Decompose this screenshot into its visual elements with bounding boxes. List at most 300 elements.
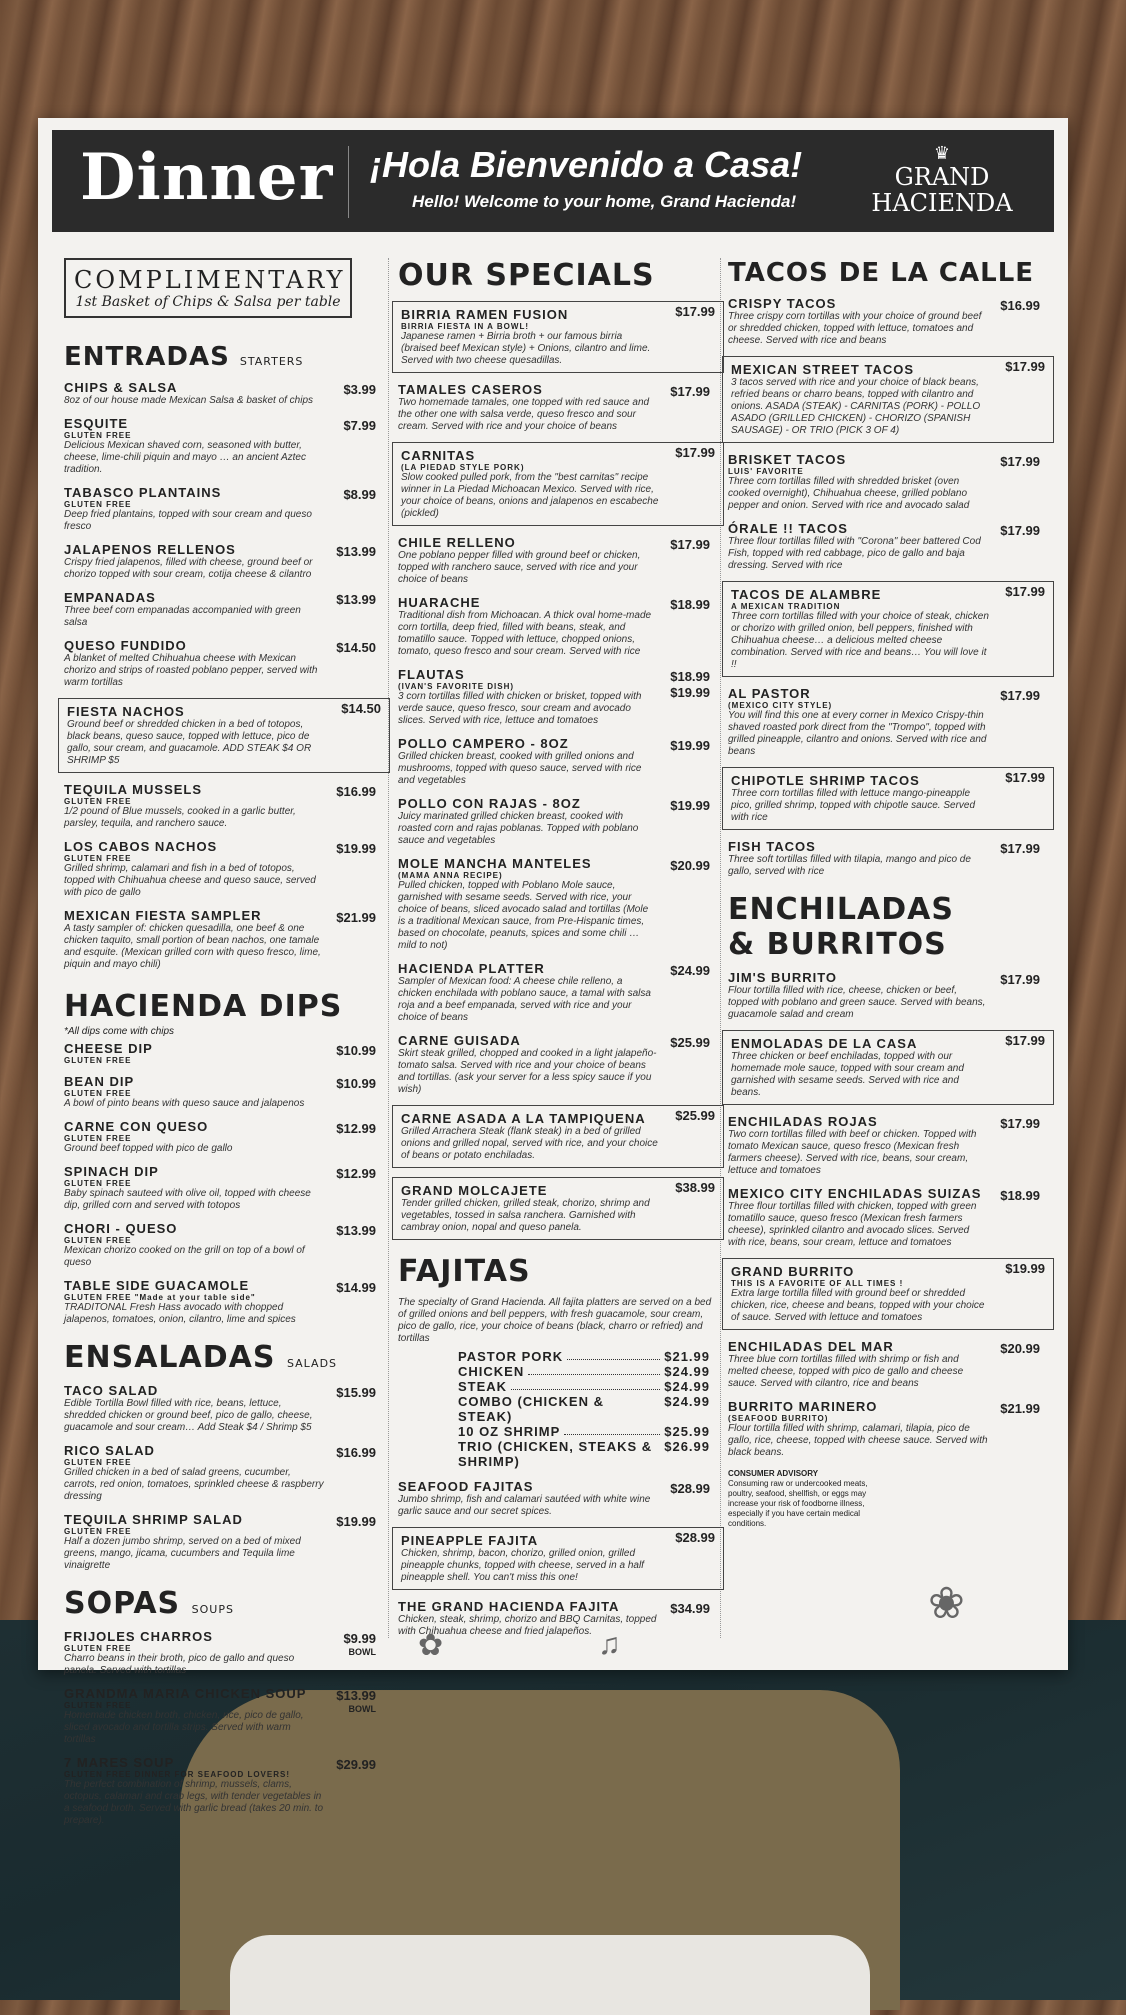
item-name: CARNE CON QUESO [64,1119,209,1134]
item-name: LOS CABOS NACHOS [64,839,218,854]
item-unit: BOWL [348,1704,376,1714]
menu-item [728,1186,1048,1249]
section-name: ENSALADAS [64,1340,276,1375]
menu-item [722,767,1054,830]
item-description: You will find this one at every corner in Mexico Crispy-thin shaved roasted pork direct from the "Trompo", topped with grilled pineapple, cilantro and onions. Served with rice and beans [728,710,987,757]
item-tag: GLUTEN FREE [64,1701,132,1710]
leader-dots [528,1364,660,1375]
item-description: Tender grilled chicken, grilled steak, chorizo, shrimp and vegetables, tossed in salsa ranchera. Garnished with cambray onion, nopal and queso panela. [401,1198,650,1233]
crown-icon: ♛ [933,143,951,164]
section-title-enchiladas: ENCHILADAS [728,892,954,927]
menu-item [722,1030,1054,1105]
item-price: $19.99 [336,1514,376,1529]
item-description: Traditional dish from Michoacan. A thick oval home-made corn tortilla, deep fried, filled with beans, steak, and tomatillo sauce. Topped with lettuce, chopped onions, tomato, queso fresco and sour cream. Served with rice [398,610,652,657]
menu-item [722,1258,1054,1330]
fajita-option [458,1349,718,1364]
item-name: CHEESE DIP [64,1041,153,1056]
item-description: Grilled shrimp, calamari and fish in a bed of totopos, topped with Chihuahua cheese and queso sauce, served with pico de gallo [64,863,316,898]
menu-item [64,1119,384,1155]
fajita-price: $24.99 [664,1379,710,1394]
menu-item [728,686,1048,758]
fajita-name: STEAK [458,1379,508,1394]
item-price: $19.99 [1005,1261,1045,1276]
item-price: $18.99 [1000,1188,1040,1203]
item-tag: GLUTEN FREE [64,1089,132,1098]
item-name: RICO SALAD [64,1443,155,1458]
menu-item [64,485,384,533]
item-name: MEXICAN STREET TACOS [731,362,914,377]
item-tag: (LA PIEDAD STYLE PORK) [401,463,525,472]
menu-item [64,380,384,407]
menu-item [398,1033,718,1096]
item-name: CHIPS & SALSA [64,380,178,395]
item-price: $13.99 [336,1688,376,1703]
fajita-option [458,1424,718,1439]
item-description: Chicken, steak, shrimp, chorizo and BBQ Carnitas, topped with Chihuahua cheese and fried jalapeños. [398,1614,657,1637]
menu-item [64,1512,384,1572]
leader-dots [564,1424,660,1435]
item-name: TAMALES CASEROS [398,382,543,397]
item-price: $21.99 [1000,1401,1040,1416]
item-price: $29.99 [336,1757,376,1772]
fajitas-list [398,1479,718,1638]
item-price: $17.99 [1000,1116,1040,1131]
fajita-price: $24.99 [664,1394,710,1409]
menu-item [398,1599,718,1638]
item-name: FIESTA NACHOS [67,704,185,719]
tacos-list [728,296,1048,878]
menu-item [64,638,384,689]
item-name: 7 MARES SOUP [64,1755,175,1770]
item-name: ESQUITE [64,416,129,431]
item-name: TACO SALAD [64,1383,159,1398]
menu-item [392,1527,724,1590]
item-tag: BIRRIA FIESTA IN A BOWL! [401,322,529,331]
item-price: $19.99 [670,798,710,813]
item-description: Three crispy corn tortillas with your choice of ground beef or shredded chicken, topped with lettuce, tomatoes and cheese. Served with rice and beans [728,311,982,346]
item-price: $15.99 [336,1385,376,1400]
item-description: Three corn tortillas filled with shredded brisket (oven cooked overnight), Chihuahua cheese, grilled poblano pepper and onion. Served with rice and avocado salad [728,476,970,511]
item-name: POLLO CON RAJAS - 8OZ [398,796,581,811]
section-name: SOPAS [64,1586,181,1621]
item-name: ENMOLADAS DE LA CASA [731,1036,918,1051]
column-divider [388,258,389,1638]
item-description: Three chicken or beef enchiladas, topped with our homemade mole sauce, topped with sour cream and garnished with sesame seeds. Served with rice and beans. [731,1051,964,1098]
column-right [728,258,1048,1628]
item-price: $17.99 [670,384,710,399]
fajita-option [458,1394,718,1424]
item-tag: GLUTEN FREE [64,1236,132,1245]
menu-item [398,667,718,727]
specials-list [398,301,718,1240]
item-price: $20.99 [670,858,710,873]
item-description: Flour tortilla filled with shrimp, calamari, tilapia, pico de gallo, rice, cheese, topped with cheese sauce. Served with black beans. [728,1423,988,1458]
menu-item [392,1105,724,1168]
menu-item [728,1339,1048,1390]
menu-item [392,301,724,373]
flower-icon: ✿ [418,1629,444,1662]
item-price: $7.99 [343,418,376,433]
item-name: CARNE GUISADA [398,1033,521,1048]
item-price: $38.99 [675,1180,715,1195]
item-name: TACOS DE ALAMBRE [731,587,882,602]
section-subtitle: SOUPS [191,1603,234,1616]
item-description: Three flour tortillas filled with "Corona" beer battered Cod Fish, topped with red cabbage, pico de gallo and baja dressing. Served with rice [728,536,981,571]
menu-sheet [38,118,1068,1826]
item-price: $10.99 [336,1043,376,1058]
item-name: MOLE MANCHA MANTELES [398,856,592,871]
item-name: GRAND MOLCAJETE [401,1183,548,1198]
item-description: Skirt steak grilled, chopped and cooked in a light jalapeño-tomato salsa. Served with rice and your choice of beans and tortillas. (ask your server for a less spicy sauce if you wish) [398,1048,657,1095]
item-price: $12.99 [336,1121,376,1136]
item-description: Japanese ramen + Birria broth + our famous birria (braised beef Mexican style) + Onions, cilantro and lime. Served with two cheese quesadillas. [401,331,651,366]
item-name: TEQUILA SHRIMP SALAD [64,1512,243,1527]
welcome-line: Hello! Welcome to your home, Grand Hacienda! [412,192,797,211]
item-price: $28.99 [675,1530,715,1545]
menu-item [64,1755,384,1827]
section-title-burritos: & BURRITOS [728,927,947,962]
item-name: CARNITAS [401,448,476,463]
fajita-option [458,1364,718,1379]
item-name: BURRITO MARINERO [728,1399,878,1414]
item-name: CARNE ASADA A LA TAMPIQUENA [401,1111,646,1126]
item-price: $13.99 [336,1223,376,1238]
brand-line2: HACIENDA [871,189,1013,217]
item-tag: (MAMA ANNA RECIPE) [398,871,503,880]
section-title-tacos: TACOS DE LA CALLE [728,258,1035,288]
item-description: Half a dozen jumbo shrimp, served on a bed of mixed greens, mango, jicama, cucumbers and Tequila lime vinaigrette [64,1536,301,1571]
fajita-price: $21.99 [664,1349,710,1364]
item-name: GRANDMA MARIA CHICKEN SOUP [64,1686,307,1701]
item-price: $17.99 [1005,770,1045,785]
menu-item [64,1278,384,1326]
item-description: A bowl of pinto beans with queso sauce and jalapenos [64,1098,305,1109]
menu-item [58,698,390,773]
fajita-name: TRIO (CHICKEN, STEAKS & SHRIMP) [458,1439,653,1469]
fajitas-price-list [458,1349,718,1469]
item-tag: A MEXICAN TRADITION [731,602,841,611]
menu-item [728,452,1048,512]
fajita-name: PASTOR PORK [458,1349,564,1364]
item-price: $17.99 [1005,359,1045,374]
item-description: 1/2 pound of Blue mussels, cooked in a garlic butter, parsley, tequila, and ranchero sauce. [64,806,296,829]
dips-list [64,1041,384,1326]
item-tag: (MEXICO CITY STYLE) [728,701,833,710]
item-price: $3.99 [343,382,376,397]
item-description: Grilled chicken breast, cooked with grilled onions and mushrooms, topped with queso sauce, served with rice and vegetables [398,751,642,786]
section-title-sopas [64,1586,384,1621]
complimentary-box [64,258,352,318]
item-price: $16.99 [336,784,376,799]
item-price: $17.99 [675,445,715,460]
item-description: 8oz of our house made Mexican Salsa & basket of chips [64,395,314,406]
menu-item [728,1399,1048,1459]
item-description: 3 tacos served with rice and your choice of black beans, refried beans or charro beans, topped with cilantro and onions. ASADA (STEAK) - CARNITAS (PORK) - POLLO ASADO (GRILLED CHICKEN) - CHORIZO (SPANISH SAUSAGE) - OR TRIO (PICK 3 OF 4) [731,377,981,436]
item-name: FISH TACOS [728,839,816,854]
item-description: Jumbo shrimp, fish and calamari sautéed with white wine garlic sauce and our secret spices. [398,1494,651,1517]
menu-item [728,521,1048,572]
greeting: ¡Hola Bienvenido a Casa! [370,144,803,185]
item-price: $34.99 [670,1601,710,1616]
item-price: $24.99 [670,963,710,978]
menu-item [728,1114,1048,1177]
item-tag: GLUTEN FREE [64,500,132,509]
item-name: BIRRIA RAMEN FUSION [401,307,569,322]
section-subtitle: SALADS [286,1357,338,1370]
item-price: $16.99 [1000,298,1040,313]
item-name: CHILE RELLENO [398,535,516,550]
menu-item [64,1164,384,1212]
item-price: $28.99 [670,1481,710,1496]
item-tag: GLUTEN FREE [64,854,132,863]
menu-item [64,839,384,899]
item-price: $14.50 [341,701,381,716]
item-tag: GLUTEN FREE [64,1458,132,1467]
menu-item [728,296,1048,347]
item-name: TABASCO PLANTAINS [64,485,222,500]
item-price: $8.99 [343,487,376,502]
menu-item [64,1074,384,1110]
item-name: CRISPY TACOS [728,296,837,311]
item-description: Mexican chorizo cooked on the grill on top of a bowl of queso [64,1245,305,1268]
item-description: Ground beef or shredded chicken in a bed of totopos, black beans, queso sauce, topped with lettuce, pico de gallo, sour cream, and guacamole. ADD STEAK $4 OR SHRIMP $5 [67,719,312,766]
item-name: ENCHILADAS ROJAS [728,1114,878,1129]
item-price: $9.99 [343,1631,376,1646]
item-price: $20.99 [1000,1341,1040,1356]
item-price: $13.99 [336,592,376,607]
menu-item [392,442,724,526]
item-price: $17.99 [1000,972,1040,987]
menu-item [398,535,718,586]
brand-line1: GRAND [894,163,990,191]
item-description: Edible Tortilla Bowl filled with rice, beans, lettuce, shredded chicken or ground beef, pico de gallo, cheese, guacamole and sour cream… Add Steak $4 / Shrimp $5 [64,1398,313,1433]
fajita-name: 10 OZ SHRIMP [458,1424,561,1439]
item-tag: GLUTEN FREE [64,431,132,440]
item-name: THE GRAND HACIENDA FAJITA [398,1599,620,1614]
enchiladas-list [728,970,1048,1459]
item-name: ENCHILADAS DEL MAR [728,1339,894,1354]
item-name: MEXICAN FIESTA SAMPLER [64,908,262,923]
item-description: Baby spinach sauteed with olive oil, topped with cheese dip, grilled corn and served with totopos [64,1188,311,1211]
item-description: Juicy marinated grilled chicken breast, cooked with roasted corn and rajas poblanas. Topped with poblano sauce and vegetables [398,811,639,846]
dips-note: *All dips come with chips [64,1026,175,1037]
fajita-name: COMBO (CHICKEN & STEAK) [458,1394,604,1424]
advisory-title: CONSUMER ADVISORY [728,1469,819,1478]
item-name: HACIENDA PLATTER [398,961,545,976]
item-description: Three corn tortillas filled with lettuce mango-pineapple pico, grilled shrimp, topped with chipotle sauce. Served with rice [731,788,976,823]
item-price: $10.99 [336,1076,376,1091]
menu-title: Dinner [80,140,334,215]
menu-item [398,595,718,658]
brand-logo [842,144,1042,216]
item-description: Extra large tortilla filled with ground beef or shredded chicken, rice, cheese and beans, topped with your choice of sauce. Served with lettuce and tomatoes [731,1288,985,1323]
item-description: Three flour tortillas filled with chicken, topped with green tomatillo sauce, queso fresco (Mexican fresh farmers cheese), sprinkled cilantro and avocado slices. Served with rice, beans, sour cream, lettuce and tomatoes [728,1201,977,1248]
menu-item [64,1383,384,1434]
item-description: Two corn tortillas filled with beef or chicken. Topped with tomato Mexican sauce, queso fresco (Mexican fresh farmers cheese). Served with rice, beans, sour cream, lettuce and tomatoes [728,1129,977,1176]
item-description: Slow cooked pulled pork, from the "best carnitas" recipe winner in La Piedad Michoacan Mexico. Served with rice, your choice of beans, onions and jalapenos en escabeche (pickled) [401,472,659,519]
item-description: Homemade chicken broth, chicken, rice, pico de gallo, sliced avocado and tortilla strips. Served with warm tortillas [64,1710,304,1745]
menu-item [722,356,1054,443]
fajita-option [458,1379,718,1394]
item-price: $17.99 [1000,454,1040,469]
item-name: GRAND BURRITO [731,1264,855,1279]
menu-item [64,782,384,830]
flower-icon: ❀ [928,1579,965,1628]
item-name: JIM'S BURRITO [728,970,838,985]
item-name: QUESO FUNDIDO [64,638,187,653]
item-description: Three beef corn empanadas accompanied with green salsa [64,605,301,628]
item-tag: (IVAN'S FAVORITE DISH) [398,682,515,691]
item-name: HUARACHE [398,595,481,610]
item-description: Flour tortilla filled with rice, cheese, chicken or beef, topped with poblano and green sauce. Served with beans, guacamole salad and cream [728,985,986,1020]
item-description: Grilled Arrachera Steak (flank steak) in a bed of grilled onions and grilled nopal, served with rice, and your choice of beans or potato enchiladas. [401,1126,658,1161]
menu-item [398,796,718,847]
section-title-ensaladas [64,1340,384,1375]
item-name: TABLE SIDE GUACAMOLE [64,1278,250,1293]
item-tag: GLUTEN FREE [64,797,132,806]
item-name: MEXICO CITY ENCHILADAS SUIZAS [728,1186,982,1201]
leader-dots [567,1349,660,1360]
item-name: CHORI - QUESO [64,1221,178,1236]
item-description: Crispy fried jalapenos, filled with cheese, ground beef or chorizo topped with sour cream, cotija cheese & cilantro [64,557,313,580]
menu-item [64,416,384,476]
fajitas-description: The specialty of Grand Hacienda. All fajita platters are served on a bed of grilled onions and bell peppers, with fresh guacamole, sour cream, pico de gallo, rice, your choice of beans (black, charro or refried) and tortillas [398,1297,712,1344]
menu-item [64,1686,384,1746]
consumer-advisory [728,1469,888,1529]
item-tag: GLUTEN FREE [64,1179,132,1188]
item-tag: THIS IS A FAVORITE OF ALL TIMES ! [731,1279,904,1288]
item-description: A tasty sampler of: chicken quesadilla, one beef & one chicken taquito, small portion of bean nachos, one tamale and esquite. (Mexican grilled corn with queso fresco, lime, piquin and mayo chili) [64,923,321,970]
item-price: $19.99 [670,738,710,753]
item-description: TRADITONAL Fresh Hass avocado with chopped jalapenos, tomatoes, onion, cilantro, lime and spices [64,1302,296,1325]
item-description: Deep fried plantains, topped with sour cream and queso fresco [64,509,312,532]
item-description: One poblano pepper filled with ground beef or chicken, topped with ranchero sauce, served with rice and your choice of beans [398,550,641,585]
menu-item [392,1177,724,1240]
menu-item [64,1221,384,1269]
item-description: Grilled chicken in a bed of salad greens, cucumber, carrots, red onion, tomatoes, sprinkled cheese & raspberry dressing [64,1467,324,1502]
complimentary-subtitle: 1st Basket of Chips & Salsa per table [75,294,341,310]
item-description: The perfect combination of shrimp, mussels, clams, octopus, calamari and crab legs, with tender vegetables in a seafood broth. Served with garlic bread (takes 20 min. to prepare). [64,1779,324,1826]
item-description: A blanket of melted Chihuahua cheese with Mexican chorizo and strips of roasted poblano pepper, served with warm tortillas [64,653,318,688]
item-name: POLLO CAMPERO - 8OZ [398,736,569,751]
item-name: FRIJOLES CHARROS [64,1629,213,1644]
item-name: AL PASTOR [728,686,811,701]
item-price: $17.99 [1000,841,1040,856]
item-tag: LUIS' FAVORITE [728,467,804,476]
item-name: EMPANADAS [64,590,156,605]
item-price: $18.99 [670,597,710,612]
menu-item [398,961,718,1024]
item-tag: GLUTEN FREE "Made at your table side" [64,1293,256,1302]
item-name: BRISKET TACOS [728,452,847,467]
item-price: $17.99 [675,304,715,319]
item-name: SPINACH DIP [64,1164,159,1179]
menu-item [64,1443,384,1503]
section-name: ENTRADAS [64,342,230,372]
menu-item [64,1629,384,1677]
item-price: $25.99 [670,1035,710,1050]
item-description: Delicious Mexican shaved corn, seasoned with butter, cheese, lime-chili piquin and mayo … an ancient Aztec tradition. [64,440,306,475]
section-title-dips: HACIENDA DIPS [64,989,343,1024]
item-price: $13.99 [336,544,376,559]
menu-item [398,736,718,787]
item-description: Pulled chicken, topped with Poblano Mole sauce, garnished with sesame seeds. Served with rice, your choice of beans, sliced avocado salad and tortillas (Mole is a traditional Mexican sauce, from Pre-Hispanic times, based on chocolate, peanuts, spices and some chili … mild to not) [398,880,649,951]
guitar-icon: ♫ [598,1628,621,1661]
item-price-alt: $19.99 [670,685,710,700]
item-price: $18.99 [670,669,710,684]
menu-item [728,970,1048,1021]
fajita-option [458,1439,718,1469]
item-price: $14.99 [336,1280,376,1295]
ensaladas-list [64,1383,384,1572]
advisory-text: Consuming raw or undercooked meats, poultry, seafood, shellfish, or eggs may increase your risk of foodborne illness, especially if you have certain medical conditions. [728,1479,868,1528]
fajita-price: $24.99 [664,1364,710,1379]
item-name: TEQUILA MUSSELS [64,782,203,797]
menu-item [398,382,718,433]
banner-divider [348,146,349,218]
item-description: Ground beef topped with pico de gallo [64,1143,233,1154]
item-name: SEAFOOD FAJITAS [398,1479,534,1494]
item-price: $19.99 [336,841,376,856]
item-description: Charro beans in their broth, pico de gallo and queso panela. Served with tortillas [64,1653,295,1676]
menu-banner [52,130,1054,232]
item-price: $17.99 [1005,584,1045,599]
item-description: 3 corn tortillas filled with chicken or brisket, topped with verde sauce, queso fresco, sour cream and avocado slices. Served with rice, lettuce and tomatoes [398,691,642,726]
item-price: $21.99 [336,910,376,925]
item-tag: GLUTEN FREE [64,1527,132,1536]
menu-item [64,908,384,971]
item-description: Sampler of Mexican food: A cheese chile relleno, a chicken enchilada with poblano sauce, a tamal with salsa roja and a beef empanada, served with rice and your choice of beans [398,976,651,1023]
item-name: JALAPENOS RELLENOS [64,542,236,557]
menu-item [64,590,384,629]
item-price: $17.99 [1005,1033,1045,1048]
item-price: $14.50 [336,640,376,655]
item-name: PINEAPPLE FAJITA [401,1533,539,1548]
item-price: $17.99 [1000,688,1040,703]
item-price: $17.99 [670,537,710,552]
leader-dots [511,1379,660,1390]
item-name: BEAN DIP [64,1074,135,1089]
item-tag: (SEAFOOD BURRITO) [728,1414,829,1423]
menu-item [728,839,1048,878]
item-price: $25.99 [675,1108,715,1123]
column-left [64,258,384,1836]
menu-item [64,1041,384,1065]
item-name: CHIPOTLE SHRIMP TACOS [731,773,920,788]
item-unit: BOWL [348,1647,376,1657]
item-tag: GLUTEN FREE [64,1134,132,1143]
item-description: Three soft tortillas filled with tilapia, mango and pico de gallo, served with rice [728,854,971,877]
sopas-list [64,1629,384,1827]
menu-item [722,581,1054,677]
item-name: FLAUTAS [398,667,465,682]
background-shirt [230,1935,870,2015]
section-subtitle: STARTERS [239,355,304,368]
menu-item [64,542,384,581]
complimentary-title: COMPLIMENTARY [74,266,346,294]
column-middle [398,258,718,1662]
item-name: ÓRALE !! TACOS [728,521,848,536]
item-price: $12.99 [336,1166,376,1181]
fajita-price: $25.99 [664,1424,710,1439]
item-tag: GLUTEN FREE [64,1644,132,1653]
item-tag: GLUTEN FREE [64,1056,132,1065]
item-description: Three corn tortillas filled with your choice of steak, chicken or chorizo with grilled onion, bell peppers, finished with Chihuahua cheese… a delicious melted cheese combination. Served with rice and beans… You will love it !! [731,611,989,670]
section-title-specials: OUR SPECIALS [398,258,655,293]
item-tag: GLUTEN FREE DINNER FOR SEAFOOD LOVERS! [64,1770,291,1779]
section-title-entradas [64,342,384,372]
item-description: Three blue corn tortillas filled with shrimp or fish and melted cheese, topped with pico de gallo and cheese sauce. Served with cilantro, rice and beans [728,1354,964,1389]
